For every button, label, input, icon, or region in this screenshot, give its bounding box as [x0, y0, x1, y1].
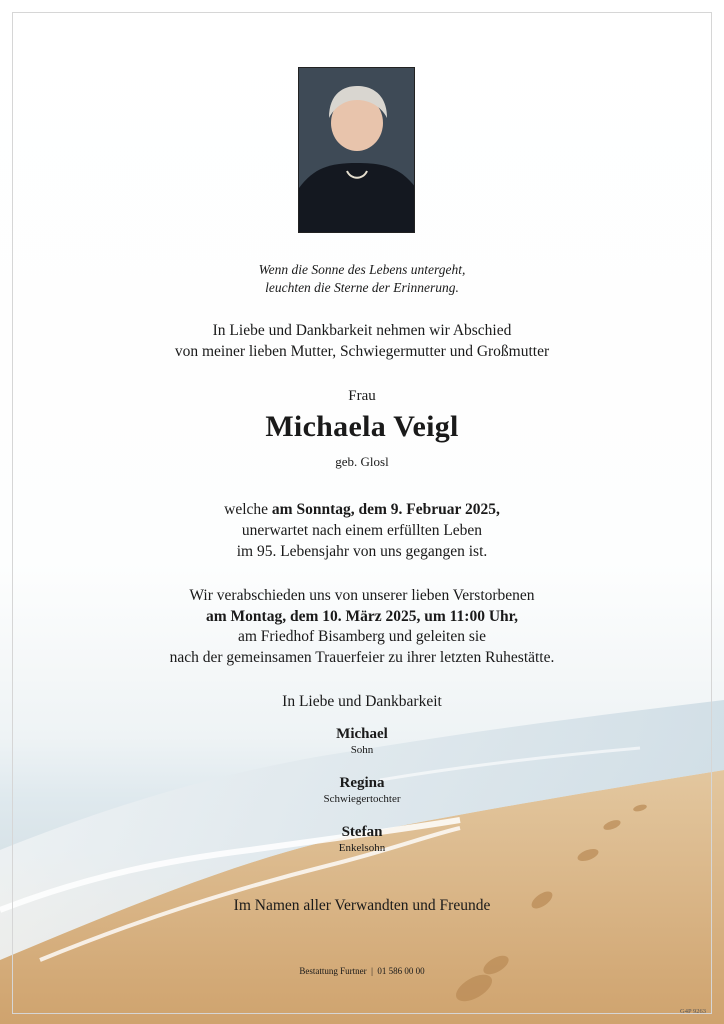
portrait-photo	[298, 67, 415, 233]
family-line: Im Namen aller Verwandten und Freunde	[233, 897, 491, 914]
death-line: unerwartet nach einem erfüllten Leben	[241, 522, 483, 539]
death-prefix: welche	[224, 501, 272, 518]
mourner-role: Sohn	[350, 744, 374, 756]
mourner-name: Stefan	[341, 824, 383, 840]
thanks-line: In Liebe und Dankbarkeit	[282, 693, 442, 710]
mourner-entry	[0, 775, 724, 805]
death-line: im 95. Lebensjahr von uns gegangen ist.	[236, 543, 488, 560]
template-code: G4P 9263	[680, 1008, 706, 1015]
mourner-entry	[0, 726, 724, 756]
death-notice	[0, 499, 724, 562]
mourner-entry	[0, 824, 724, 854]
funeral-notice	[0, 586, 724, 668]
farewell-intro	[0, 320, 724, 362]
funeral-line: Wir verabschieden uns von unserer lieben Verstorbenen	[189, 587, 535, 604]
mourner-name: Regina	[339, 775, 385, 791]
mourner-name: Michael	[336, 726, 388, 742]
deceased-name: Michaela Veigl	[265, 410, 459, 443]
funeral-home-footer: Bestattung Furtner | 01 586 00 00	[299, 966, 425, 976]
quote-line: Wenn die Sonne des Lebens untergeht,	[258, 262, 466, 277]
funeral-line: nach der gemeinsamen Trauerfeier zu ihrer letzten Ruhestätte.	[169, 648, 555, 666]
birth-name: geb. Glosl	[335, 454, 389, 469]
quote-line: leuchten die Sterne der Erinnerung.	[265, 280, 459, 295]
salutation: Frau	[348, 388, 376, 404]
funeral-date: am Montag, dem 10. März 2025, um 11:00 Uhr,	[206, 607, 518, 625]
intro-line: von meiner lieben Mutter, Schwiegermutter und Großmutter	[174, 343, 550, 360]
memorial-quote	[0, 261, 724, 297]
death-date: am Sonntag, dem 9. Februar 2025,	[271, 501, 500, 518]
mourner-role: Enkelsohn	[338, 842, 386, 854]
mourner-role: Schwiegertochter	[323, 793, 401, 805]
funeral-line: am Friedhof Bisamberg und geleiten sie	[237, 628, 487, 645]
intro-line: In Liebe und Dankbarkeit nehmen wir Abschied	[212, 322, 512, 339]
